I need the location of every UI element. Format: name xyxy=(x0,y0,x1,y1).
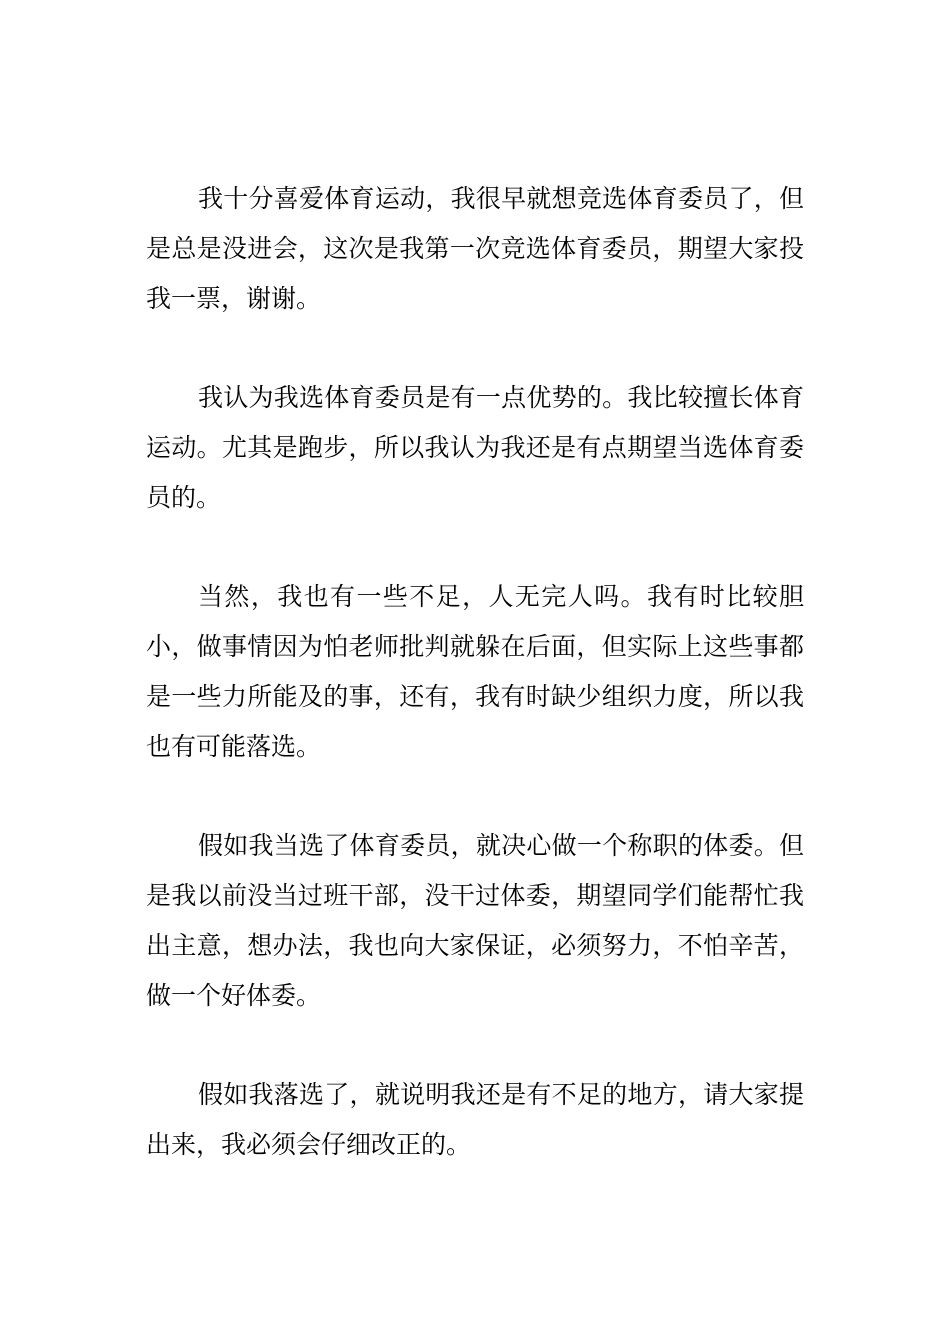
paragraph-2: 我认为我选体育委员是有一点优势的。我比较擅长体育运动。尤其是跑步，所以我认为我还是有点期望当选体育委员的。 xyxy=(146,383,804,512)
paragraph-5: 假如我落选了，就说明我还是有不足的地方，请大家提出来，我必须会仔细改正的。 xyxy=(146,1080,804,1159)
paragraph-4: 假如我当选了体育委员，就决心做一个称职的体委。但是我以前没当过班干部，没干过体委，期望同学们能帮忙我出主意，想办法，我也向大家保证，必须努力，不怕辛苦，做一个好体委。 xyxy=(146,831,804,1010)
paragraph-1: 我十分喜爱体育运动，我很早就想竞选体育委员了，但是总是没进会，这次是我第一次竞选体育委员，期望大家投我一票，谢谢。 xyxy=(146,184,804,313)
paragraph-3: 当然，我也有一些不足，人无完人吗。我有时比较胆小，做事情因为怕老师批判就躲在后面，但实际上这些事都是一些力所能及的事，还有，我有时缺少组织力度，所以我也有可能落选。 xyxy=(146,582,804,761)
